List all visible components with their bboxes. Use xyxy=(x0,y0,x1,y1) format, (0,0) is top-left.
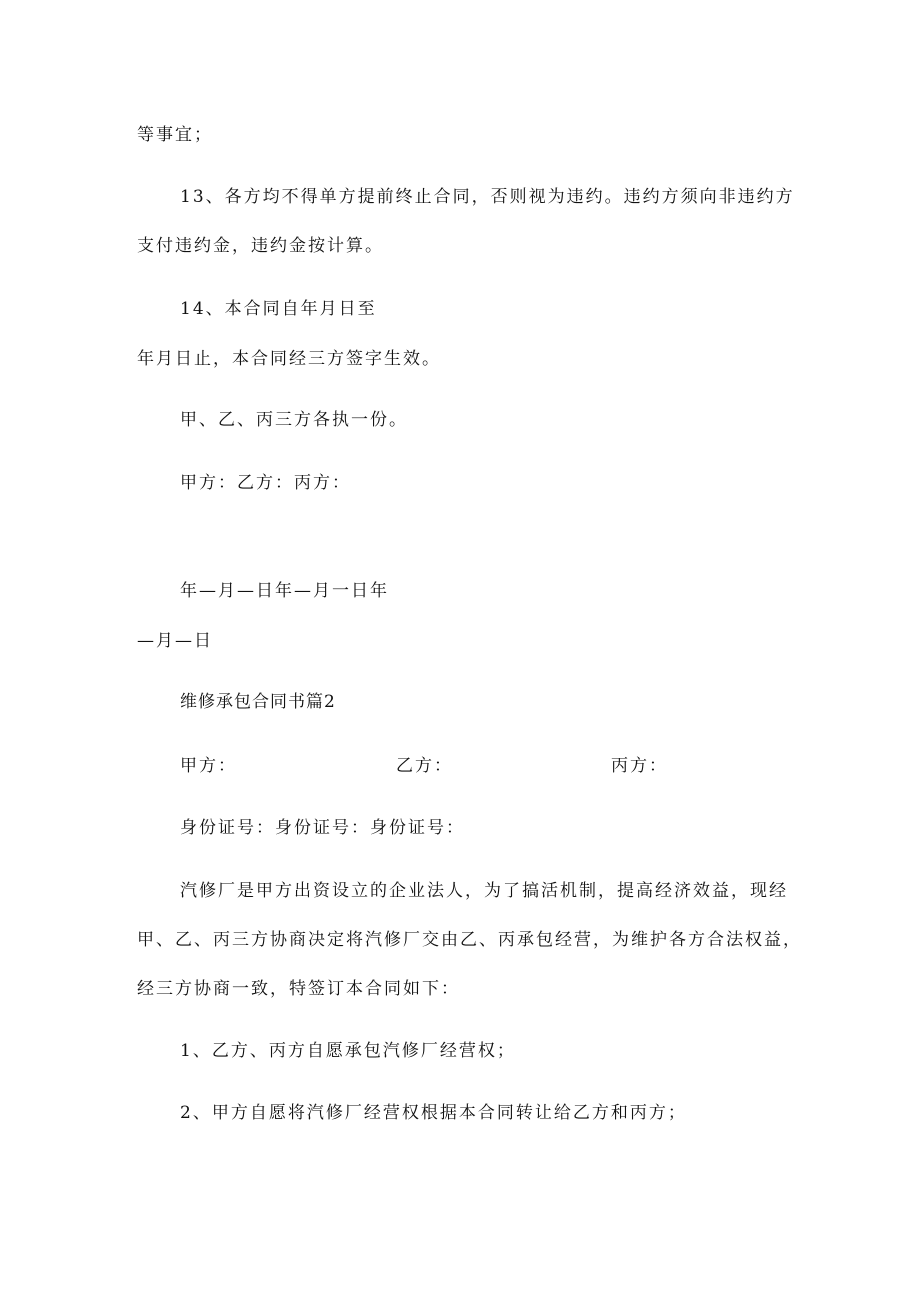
dates-line-2: —月—日 xyxy=(137,631,213,651)
text-line: 等事宜； xyxy=(137,125,213,145)
clause-13-line-2: 支付违约金，违约金按计算。 xyxy=(137,236,384,256)
paragraph-line-2: 甲、乙、丙三方协商决定将汽修厂交由乙、丙承包经营，为维护各方合法权益， xyxy=(137,930,802,950)
clause-14-line-1: 14、本合同自年月日至 xyxy=(180,299,377,319)
signatures-line: 甲方：乙方：丙方： xyxy=(180,473,351,493)
party-b-label: 乙方： xyxy=(396,756,453,776)
clause-1-line: 1、乙方、丙方自愿承包汽修厂经营权； xyxy=(180,1041,516,1061)
party-a-label: 甲方： xyxy=(180,756,237,776)
clause-13-line-1: 13、各方均不得单方提前终止合同，否则视为违约。违约方须向非违约方 xyxy=(180,187,795,207)
copies-line: 甲、乙、丙三方各执一份。 xyxy=(180,410,408,430)
id-number-line: 身份证号：身份证号：身份证号： xyxy=(180,818,465,838)
clause-2-line: 2、甲方自愿将汽修厂经营权根据本合同转让给乙方和丙方； xyxy=(180,1103,687,1123)
clause-14-line-2: 年月日止，本合同经三方签字生效。 xyxy=(137,349,441,369)
dates-line-1: 年—月—日年—月一日年 xyxy=(180,581,389,601)
paragraph-line-3: 经三方协商一致，特签订本合同如下： xyxy=(137,979,460,999)
party-c-label: 丙方： xyxy=(611,756,668,776)
section-title: 维修承包合同书篇2 xyxy=(180,692,336,712)
paragraph-line-1: 汽修厂是甲方出资设立的企业法人，为了搞活机制，提高经济效益，现经 xyxy=(180,881,788,901)
